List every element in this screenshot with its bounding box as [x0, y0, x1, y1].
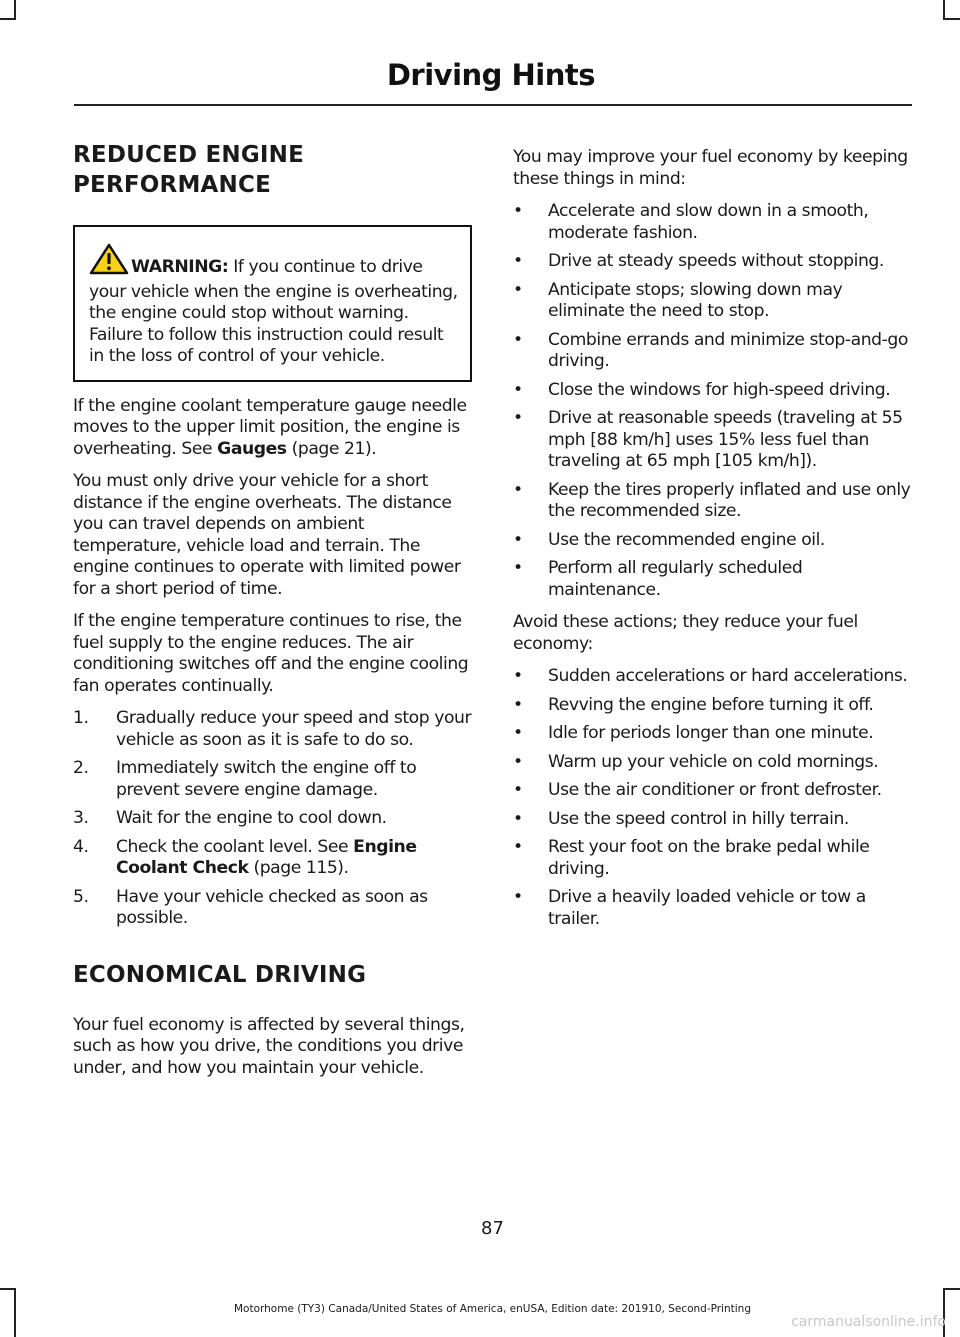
- warning-text: If you continue to drive your vehicle when the engine is overheating, the engine could stop without warning. Failure to follow this instruction could result in the loss of control of your vehicle.: [89, 257, 458, 366]
- list-item-text: Perform all regularly scheduled maintenance.: [548, 558, 803, 600]
- improve-list: [513, 201, 913, 601]
- bullet-marker: •: [513, 251, 523, 271]
- list-item: [513, 809, 913, 831]
- avoid-list: [513, 666, 913, 930]
- list-item: [513, 330, 913, 373]
- list-item: [513, 723, 913, 745]
- list-item: [513, 780, 913, 802]
- page-number: 87: [481, 1218, 504, 1239]
- paragraph-economy-intro: Your fuel economy is affected by several things, such as how you drive, the conditions you drive under, and how you maintain your vehicle.: [73, 1014, 465, 1078]
- list-item: [513, 280, 913, 323]
- bullet-marker: •: [513, 379, 523, 400]
- list-item: [513, 251, 913, 273]
- footer-edition-info: Motorhome (TY3) Canada/United States of America, enUSA, Edition date: 201910, Second-Printing: [234, 1303, 751, 1315]
- crop-mark-top-left-vertical: [14, 0, 16, 20]
- list-item-text: Use the recommended engine oil.: [548, 529, 825, 550]
- crop-mark-bottom-left-horizontal: [0, 1288, 16, 1290]
- list-item-text: Use the speed control in hilly terrain.: [548, 808, 849, 829]
- paragraph-temperature-rise: If the engine temperature continues to rise, the fuel supply to the engine reduces. The air conditioning switches off and the engine cooling fan operates continually.: [73, 611, 469, 696]
- bullet-marker: •: [513, 558, 523, 578]
- list-item-text: Use the air conditioner or front defroster.: [548, 780, 882, 800]
- crop-mark-top-left-horizontal: [0, 18, 16, 20]
- list-item: 4. Check the coolant level. See Engine Coolant Check (page 115).: [73, 836, 417, 878]
- bullet-marker: •: [513, 808, 523, 829]
- bullet-marker: •: [513, 694, 523, 715]
- section-heading-economical-driving: ECONOMICAL DRIVING: [73, 961, 367, 988]
- crop-mark-bottom-right-horizontal: [943, 1288, 960, 1290]
- list-item-text: Close the windows for high-speed driving.: [548, 379, 891, 400]
- bullet-marker: •: [513, 201, 523, 221]
- list-item: [513, 666, 913, 688]
- list-item-text: Sudden accelerations or hard accelerations.: [548, 666, 908, 686]
- bullet-marker: •: [513, 329, 523, 350]
- list-item: 1. Gradually reduce your speed and stop your vehicle as soon as it is safe to do so.: [73, 708, 472, 750]
- list-item: [513, 837, 913, 880]
- list-item: [513, 480, 913, 523]
- header-rule: [74, 104, 912, 106]
- warning-box: [73, 225, 472, 382]
- list-item-text: Accelerate and slow down in a smooth, moderate fashion.: [548, 201, 869, 243]
- paragraph-improve-intro: You may improve your fuel economy by keeping these things in mind:: [513, 147, 908, 189]
- crop-mark-top-right-vertical: [943, 0, 945, 20]
- bullet-marker: •: [513, 529, 523, 550]
- warning-label: WARNING:: [131, 257, 229, 277]
- bullet-marker: •: [513, 279, 523, 300]
- list-item: [513, 752, 913, 774]
- list-item: 2. Immediately switch the engine off to prevent severe engine damage.: [73, 758, 417, 800]
- paragraph-avoid-intro: Avoid these actions; they reduce your fuel economy:: [513, 612, 858, 654]
- list-item: [513, 887, 913, 930]
- crop-mark-top-right-horizontal: [943, 18, 960, 20]
- left-column: [73, 140, 473, 1090]
- list-item-text: Revving the engine before turning it off.: [548, 694, 874, 715]
- bullet-marker: •: [513, 837, 523, 857]
- list-item-text: Combine errands and minimize stop-and-go driving.: [548, 329, 908, 371]
- page-header-title: Driving Hints: [386, 58, 595, 92]
- list-item-text: Drive a heavily loaded vehicle or tow a trailer.: [548, 887, 866, 929]
- list-item: 3. Wait for the engine to cool down.: [73, 808, 387, 828]
- list-item-text: Warm up your vehicle on cold mornings.: [548, 751, 879, 772]
- list-item-text: Drive at reasonable speeds (traveling at 55 mph [88 km/h] uses 15% less fuel than traveling at 65 mph [105 km/h]).: [548, 408, 903, 471]
- list-item-text: Idle for periods longer than one minute.: [548, 723, 874, 743]
- list-item-text: Rest your foot on the brake pedal while driving.: [548, 837, 870, 879]
- paragraph-gauge: If the engine coolant temperature gauge needle moves to the upper limit position, the engine is overheating. See Gauges (page 21).: [73, 395, 467, 459]
- bullet-marker: •: [513, 887, 523, 907]
- right-column: [513, 147, 913, 941]
- list-item-text: Anticipate stops; slowing down may eliminate the need to stop.: [548, 279, 843, 321]
- paragraph-drive-short-distance: You must only drive your vehicle for a short distance if the engine overheats. The distance you can travel depends on ambient temperature, vehicle load and terrain. The engine continues to operate with limited power for a short period of time.: [73, 471, 461, 599]
- list-item: [513, 530, 913, 552]
- list-item-text: Keep the tires properly inflated and use only the recommended size.: [548, 479, 911, 521]
- watermark: carmanualsonline.info: [791, 1314, 946, 1330]
- bullet-marker: •: [513, 780, 523, 800]
- section-heading-reduced-engine: REDUCED ENGINE PERFORMANCE: [73, 142, 305, 198]
- bullet-marker: •: [513, 666, 523, 686]
- list-item: [513, 408, 913, 473]
- link-gauges[interactable]: Gauges: [217, 438, 287, 459]
- bullet-marker: •: [513, 408, 523, 428]
- bullet-marker: •: [513, 723, 523, 743]
- list-item: [513, 558, 913, 601]
- warning-triangle-icon: [89, 243, 129, 282]
- bullet-marker: •: [513, 479, 523, 500]
- list-item-text: Drive at steady speeds without stopping.: [548, 251, 884, 271]
- list-item: [513, 380, 913, 402]
- list-item: [513, 695, 913, 717]
- overheat-steps-list: [73, 708, 473, 930]
- link-engine-coolant-check[interactable]: Engine Coolant Check: [116, 836, 417, 878]
- bullet-marker: •: [513, 751, 523, 772]
- list-item: 5. Have your vehicle checked as soon as possible.: [73, 886, 428, 928]
- list-item: [513, 201, 913, 244]
